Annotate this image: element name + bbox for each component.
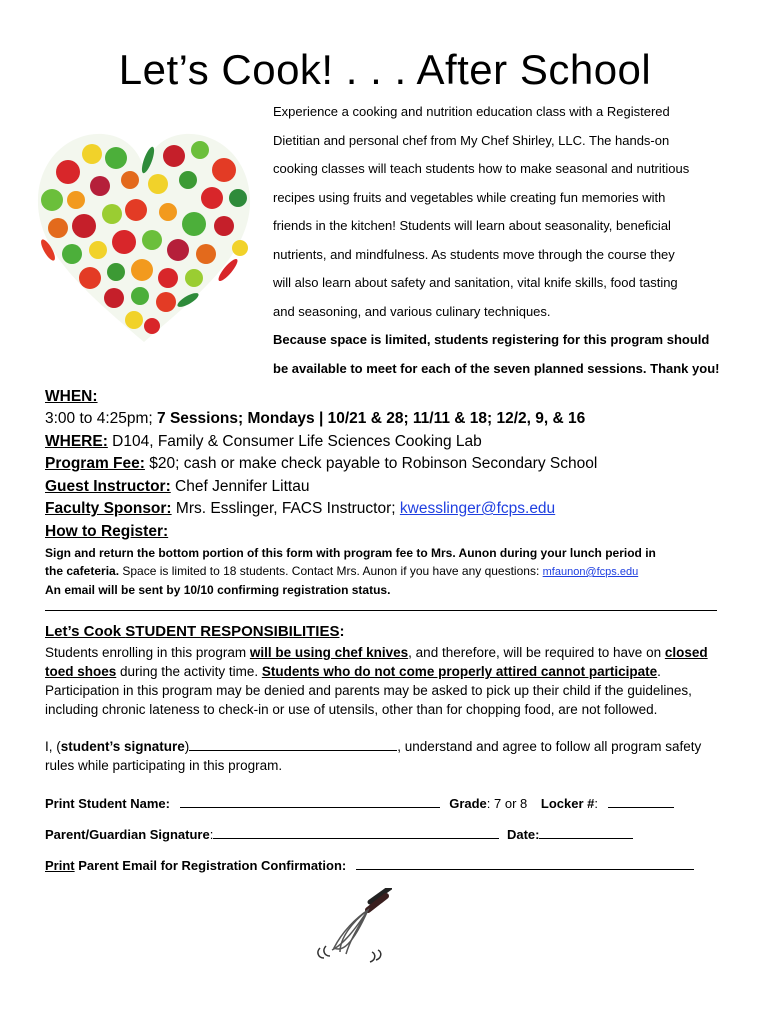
student-signature-field[interactable] xyxy=(189,737,397,751)
register-label: How to Register: xyxy=(45,522,169,540)
register-text-line: Sign and return the bottom portion of this form with program fee to Mrs. Aunon during your lunch period in xyxy=(45,546,656,560)
parent-email-label-print: Print xyxy=(45,858,75,873)
register-line xyxy=(45,521,735,544)
page-title: Let’s Cook! . . . After School xyxy=(118,46,652,93)
intro-line: cooking classes will teach students how to make seasonal and nutritious xyxy=(273,161,690,176)
program-details xyxy=(45,386,735,599)
vegetable-heart-illustration xyxy=(28,120,260,352)
instructor-value: Chef Jennifer Littau xyxy=(170,477,310,495)
sponsor-value: Mrs. Esslinger, FACS Instructor; xyxy=(171,500,400,517)
sponsor-line xyxy=(45,498,735,521)
register-text-line: An email will be sent by 10/10 confirming registration status. xyxy=(45,583,391,597)
time-value: 3:00 to 4:25pm; xyxy=(45,410,158,427)
intro-line: Experience a cooking and nutrition education class with a Registered xyxy=(273,104,670,119)
intro-line: and seasoning, and various culinary techniques. xyxy=(273,303,551,319)
heading-main: STUDENT RESPONSIBILITIES xyxy=(125,623,340,640)
resp-line xyxy=(45,643,735,662)
grade-options[interactable]: : 7 or 8 xyxy=(486,796,528,811)
divider xyxy=(45,610,717,611)
fee-line xyxy=(45,453,735,476)
responsibilities-text xyxy=(45,643,735,775)
resp-text: , and therefore, will be required to have on xyxy=(408,645,665,660)
resp-emphasis: closed xyxy=(664,645,708,660)
parent-email-row xyxy=(45,856,694,873)
resp-line: including chronic lateness to check-in or use of utensils, other than for chopping food, are not followed. xyxy=(45,702,658,717)
instructor-label: Guest Instructor: xyxy=(45,477,171,495)
register-email-link[interactable]: mfaunon@fcps.edu xyxy=(542,566,639,578)
resp-text: . xyxy=(657,664,661,679)
signature-label: student’s signature xyxy=(60,739,185,754)
parent-signature-row xyxy=(45,825,633,842)
where-label: WHERE: xyxy=(45,432,108,450)
heading-prefix: Let’s Cook xyxy=(45,623,126,640)
register-normal-text: Space is limited to 18 students. Contact Mrs. Aunon if you have any questions: xyxy=(119,564,543,578)
resp-line: Participation in this program may be denied and parents may be asked to pick up their child if the guidelines, xyxy=(45,683,692,698)
locker-field[interactable] xyxy=(608,794,674,808)
intro-text xyxy=(273,98,743,383)
resp-line xyxy=(45,737,735,756)
student-agreement xyxy=(45,737,735,775)
locker-label: Locker # xyxy=(540,796,595,811)
parent-signature-label: Parent/Guardian Signature xyxy=(45,827,210,842)
date-field[interactable] xyxy=(539,825,633,839)
sponsor-email-link[interactable]: kwesslinger@fcps.edu xyxy=(399,500,556,517)
locker-colon: : xyxy=(594,796,598,811)
resp-text: I, ( xyxy=(45,739,61,754)
intro-notice-line: Because space is limited, students registering for this program should xyxy=(273,332,710,347)
resp-emphasis: toed shoes xyxy=(45,664,117,679)
register-text-line xyxy=(45,562,735,581)
parent-email-label: Parent Email for Registration Confirmation: xyxy=(74,858,347,873)
whisk-icon xyxy=(312,888,392,968)
intro-notice-line: be available to meet for each of the seven planned sessions. Thank you! xyxy=(273,360,720,376)
heading-colon: : xyxy=(339,623,345,640)
resp-text: ) xyxy=(184,739,190,754)
responsibilities-section xyxy=(45,622,735,775)
resp-text: during the activity time. xyxy=(116,664,262,679)
resp-text: , understand and agree to follow all program safety xyxy=(397,739,702,754)
intro-line: nutrients, and mindfulness. As students move through the course they xyxy=(273,246,675,262)
resp-text: Students enrolling in this program xyxy=(45,645,250,660)
intro-line: recipes using fruits and vegetables while creating fun memories with xyxy=(273,189,666,205)
resp-line xyxy=(45,662,735,681)
instructor-line xyxy=(45,476,735,499)
date-label: Date: xyxy=(506,827,540,842)
student-name-field[interactable] xyxy=(180,794,440,808)
responsibilities-heading xyxy=(45,622,735,642)
fee-label: Program Fee: xyxy=(45,455,145,472)
fee-value: $20; cash or make check payable to Robinson Secondary School xyxy=(144,455,598,472)
parent-signature-colon: : xyxy=(209,827,214,842)
register-bold-text: the cafeteria. xyxy=(45,564,120,578)
resp-emphasis: Students who do not come properly attired cannot participate xyxy=(261,664,658,679)
sponsor-label: Faculty Sponsor: xyxy=(45,500,172,517)
intro-line: Dietitian and personal chef from My Chef Shirley, LLC. The hands-on xyxy=(273,132,670,148)
resp-emphasis: will be using chef knives xyxy=(249,645,409,660)
register-instructions xyxy=(45,544,735,599)
where-value: D104, Family & Consumer Life Sciences Cooking Lab xyxy=(107,432,482,450)
student-name-row xyxy=(45,794,674,811)
intro-line: friends in the kitchen! Students will learn about seasonality, beneficial xyxy=(273,218,671,233)
sessions-value: 7 Sessions; Mondays | 10/21 & 28; 11/11 & 18; 12/2, 9, & 16 xyxy=(157,410,586,427)
resp-line: rules while participating in this program. xyxy=(45,758,283,773)
grade-label: Grade xyxy=(449,796,487,811)
where-line xyxy=(45,431,735,454)
parent-signature-field[interactable] xyxy=(213,825,499,839)
parent-email-field[interactable] xyxy=(356,856,694,870)
intro-line: will also learn about safety and sanitation, vital knife skills, food tasting xyxy=(273,275,678,290)
when-label: WHEN: xyxy=(45,388,98,405)
student-name-label: Print Student Name: xyxy=(45,796,170,811)
schedule-line xyxy=(45,408,735,431)
